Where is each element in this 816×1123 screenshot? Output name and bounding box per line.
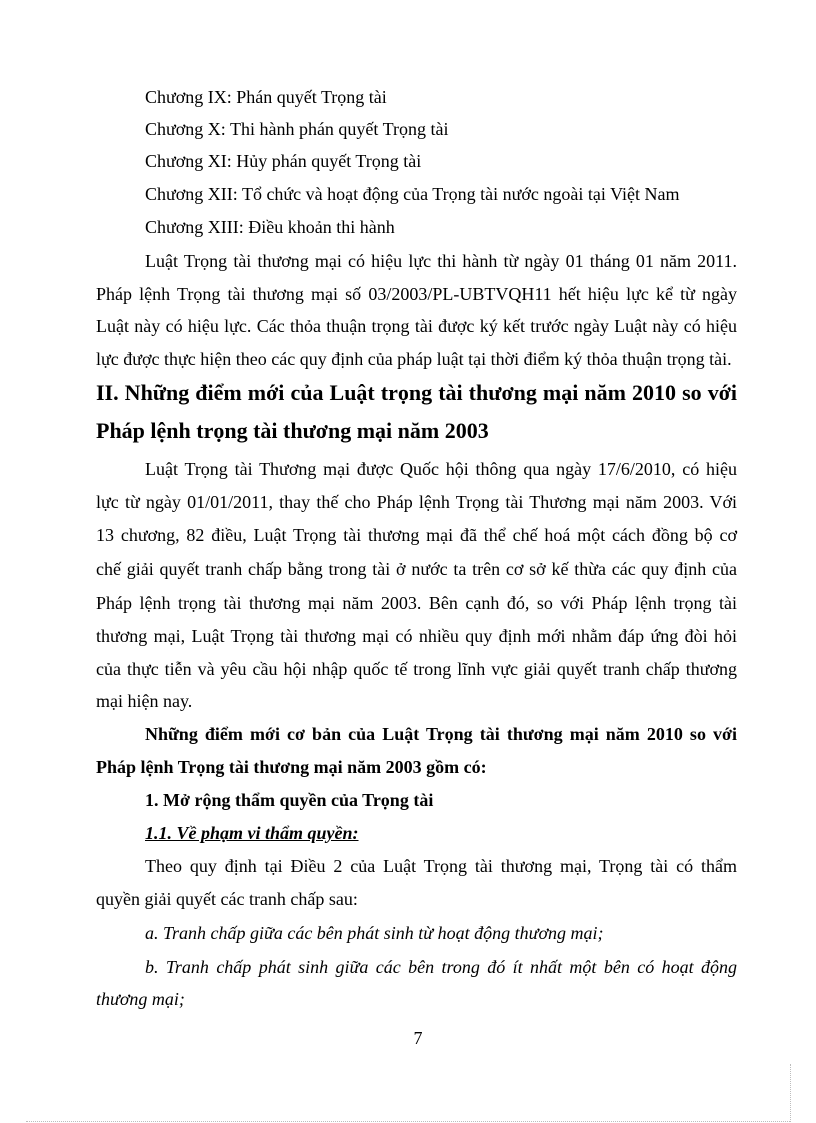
intro-paragraph-line-7: của thực tiễn và yêu cầu hội nhập quốc tế trong lĩnh vực giải quyết tranh chấp thương: [96, 659, 737, 679]
page-bottom-border: [26, 1121, 790, 1122]
intro-paragraph-line-4: chế giải quyết tranh chấp bằng trong tài ở nước ta trên cơ sở kế thừa các quy định của: [96, 559, 737, 579]
effect-paragraph-line-3: Luật này có hiệu lực. Các thỏa thuận trọng tài được ký kết trước ngày Luật này có hiệu: [96, 316, 737, 336]
section-heading-line-2: Pháp lệnh trọng tài thương mại năm 2003: [96, 418, 489, 443]
section-heading-line-1: II. Những điểm mới của Luật trọng tài thương mại năm 2010 so với: [96, 380, 737, 405]
list-item-b-line-1: b. Tranh chấp phát sinh giữa các bên trong đó ít nhất một bên có hoạt động: [145, 957, 737, 977]
chapter-xiii: Chương XIII: Điều khoản thi hành: [145, 217, 395, 237]
scope-paragraph-line-1: Theo quy định tại Điều 2 của Luật Trọng tài thương mại, Trọng tài có thẩm: [145, 856, 737, 876]
scope-paragraph-line-2: quyền giải quyết các tranh chấp sau:: [96, 889, 358, 909]
page-right-border: [790, 1064, 791, 1122]
chapter-x: Chương X: Thi hành phán quyết Trọng tài: [145, 119, 449, 139]
intro-paragraph-line-2: lực từ ngày 01/01/2011, thay thế cho Pháp lệnh Trọng tài Thương mại năm 2003. Với: [96, 492, 737, 512]
list-item-b-line-2: thương mại;: [96, 989, 185, 1009]
bold-paragraph-line-1: Những điểm mới cơ bản của Luật Trọng tài thương mại năm 2010 so với: [145, 724, 737, 744]
subsection-1-heading: 1. Mở rộng thẩm quyền của Trọng tài: [145, 790, 434, 810]
list-item-a: a. Tranh chấp giữa các bên phát sinh từ hoạt động thương mại;: [145, 923, 604, 943]
effect-paragraph-line-4: lực được thực hiện theo các quy định của pháp luật tại thời điểm ký thỏa thuận trọng tài.: [96, 349, 732, 369]
page-number: 7: [413, 1028, 423, 1048]
subsection-1-1-heading: 1.1. Về phạm vi thẩm quyền:: [145, 823, 359, 843]
chapter-xii: Chương XII: Tổ chức và hoạt động của Trọng tài nước ngoài tại Việt Nam: [145, 184, 680, 204]
intro-paragraph-line-1: Luật Trọng tài Thương mại được Quốc hội thông qua ngày 17/6/2010, có hiệu: [145, 459, 737, 479]
bold-paragraph-line-2: Pháp lệnh Trọng tài thương mại năm 2003 gồm có:: [96, 757, 487, 777]
intro-paragraph-line-3: 13 chương, 82 điều, Luật Trọng tài thương mại đã thể chế hoá một cách đồng bộ cơ: [96, 525, 737, 545]
intro-paragraph-line-8: mại hiện nay.: [96, 691, 193, 711]
chapter-xi: Chương XI: Hủy phán quyết Trọng tài: [145, 151, 422, 171]
intro-paragraph-line-6: thương mại, Luật Trọng tài thương mại có nhiều quy định mới nhằm đáp ứng đòi hỏi: [96, 626, 737, 646]
effect-paragraph-line-2: Pháp lệnh Trọng tài thương mại số 03/2003/PL-UBTVQH11 hết hiệu lực kể từ ngày: [96, 284, 737, 304]
chapter-ix: Chương IX: Phán quyết Trọng tài: [145, 87, 387, 107]
effect-paragraph-line-1: Luật Trọng tài thương mại có hiệu lực thi hành từ ngày 01 tháng 01 năm 2011.: [145, 251, 737, 271]
intro-paragraph-line-5: Pháp lệnh trọng tài thương mại năm 2003. Bên cạnh đó, so với Pháp lệnh trọng tài: [96, 593, 737, 613]
